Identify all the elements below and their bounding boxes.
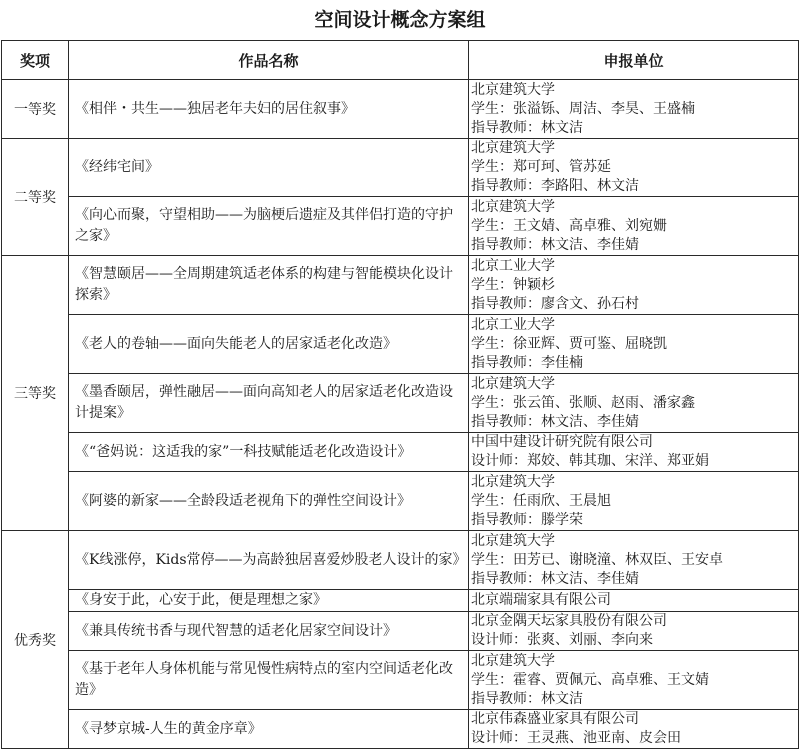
organization-name: 北京建筑大学: [471, 473, 555, 490]
award-table: [1, 40, 799, 749]
organization-name: 北京建筑大学: [471, 652, 555, 669]
applicant-unit-cell: [469, 612, 799, 651]
participant-line: 指导教师：林文洁、李佳婧: [471, 236, 639, 253]
table-row: [2, 256, 799, 315]
participant-line: 指导教师：廖含文、孙石村: [471, 295, 639, 312]
participant-line: 指导教师：林文洁、李佳婧: [471, 570, 639, 587]
applicant-unit-cell: [469, 531, 799, 590]
applicant-unit-cell: [469, 374, 799, 433]
header-unit: 申报单位: [469, 41, 799, 80]
award-cell-third-prize: 三等奖: [2, 256, 69, 531]
organization-name: 北京金隅天坛家具股份有限公司: [471, 613, 667, 629]
organization-name: 北京建筑大学: [471, 198, 555, 215]
participant-line: 设计师：张爽、刘丽、李向来: [471, 632, 653, 648]
applicant-unit-cell: [469, 710, 799, 749]
work-title-cell: 《智慧颐居——全周期建筑适老体系的构建与智能模块化设计探索》: [69, 256, 469, 315]
participant-line: 学生：任雨欣、王晨旭: [471, 492, 611, 509]
table-row: [2, 433, 799, 472]
award-cell-excellence-award: 优秀奖: [2, 531, 69, 749]
applicant-unit-cell: [469, 433, 799, 472]
participant-line: 指导教师：滕学荣: [471, 511, 583, 528]
award-cell-second-prize: 二等奖: [2, 139, 69, 256]
header-award: 奖项: [2, 41, 69, 80]
applicant-unit-cell: [469, 651, 799, 710]
work-title-cell: 《“爸妈说：这适我的家”一科技赋能适老化改造设计》: [69, 433, 469, 472]
applicant-unit-cell: [469, 139, 799, 197]
work-title-cell: 《向心而聚，守望相助——为脑梗后遗症及其伴侣打造的守护之家》: [69, 197, 469, 256]
work-title-cell: 《阿婆的新家——全龄段适老视角下的弹性空间设计》: [69, 472, 469, 531]
participant-line: 学生：郑可珂、管苏延: [471, 159, 611, 175]
table-row: [2, 612, 799, 651]
participant-line: 指导教师：林文洁、李佳婧: [471, 413, 639, 430]
table-row: [2, 710, 799, 749]
organization-name: 中国中建设计研究院有限公司: [471, 434, 653, 450]
page-title: 空间设计概念方案组: [314, 9, 486, 31]
work-title-cell: 《相伴・共生——独居老年夫妇的居住叙事》: [69, 80, 469, 139]
table-row: [2, 197, 799, 256]
organization-name: 北京建筑大学: [471, 81, 555, 98]
participant-line: 指导教师：李佳楠: [471, 354, 583, 371]
organization-name: 北京工业大学: [471, 316, 555, 333]
participant-line: 学生：张溢铄、周洁、李昊、王盛楠: [471, 100, 695, 117]
applicant-unit-cell: [469, 315, 799, 374]
award-cell-first-prize: 一等奖: [2, 80, 69, 139]
work-title-cell: 《寻梦京城-人生的黄金序章》: [69, 710, 469, 749]
participant-line: 学生：钟颖杉: [471, 276, 555, 293]
table-row: [2, 315, 799, 374]
work-title-cell: 《K线涨停，Kids常停——为高龄独居喜爱炒股老人设计的家》: [69, 531, 469, 590]
work-title-cell: 《身安于此，心安于此，便是理想之家》: [69, 590, 469, 612]
organization-name: 北京建筑大学: [471, 140, 555, 156]
participant-line: 学生：张云笛、张顺、赵雨、潘家鑫: [471, 394, 695, 411]
work-title-cell: 《兼具传统书香与现代智慧的适老化居家空间设计》: [69, 612, 469, 651]
table-row: [2, 139, 799, 197]
participant-line: 设计师：王灵燕、池亚南、皮会田: [471, 730, 681, 746]
organization-name: 北京端瑞家具有限公司: [471, 592, 611, 608]
participant-line: 学生：王文婧、高卓雅、刘宛姗: [471, 217, 667, 234]
organization-name: 北京工业大学: [471, 257, 555, 274]
organization-name: 北京建筑大学: [471, 375, 555, 392]
table-row: [2, 80, 799, 139]
participant-line: 学生：徐亚辉、贾可鉴、屈晓凯: [471, 335, 667, 352]
table-row: [2, 590, 799, 612]
table-row: [2, 374, 799, 433]
work-title-cell: 《墨香颐居，弹性融居——面向高知老人的居家适老化改造设计提案》: [69, 374, 469, 433]
participant-line: 指导教师：李路阳、林文洁: [471, 178, 639, 194]
participant-line: 学生：田芳已、谢晓潼、林双臣、王安卓: [471, 551, 723, 568]
header-work: 作品名称: [69, 41, 469, 80]
organization-name: 北京建筑大学: [471, 532, 555, 549]
table-row: [2, 472, 799, 531]
participant-line: 指导教师：林文洁: [471, 690, 583, 707]
table-row: [2, 531, 799, 590]
applicant-unit-cell: [469, 472, 799, 531]
organization-name: 北京伟森盛业家具有限公司: [471, 711, 639, 727]
participant-line: 设计师：郑姣、韩其珈、宋洋、郑亚娟: [471, 453, 709, 469]
participant-line: 指导教师：林文洁: [471, 119, 583, 136]
participant-line: 学生：霍睿、贾佩元、高卓雅、王文婧: [471, 671, 709, 688]
work-title-cell: 《基于老年人身体机能与常见慢性病特点的室内空间适老化改造》: [69, 651, 469, 710]
work-title-cell: 《老人的卷轴——面向失能老人的居家适老化改造》: [69, 315, 469, 374]
work-title-cell: 《经纬宅间》: [69, 139, 469, 197]
applicant-unit-cell: [469, 256, 799, 315]
table-header-row: [2, 41, 799, 80]
table-row: [2, 651, 799, 710]
applicant-unit-cell: [469, 80, 799, 139]
applicant-unit-cell: [469, 197, 799, 256]
applicant-unit-cell: [469, 590, 799, 612]
